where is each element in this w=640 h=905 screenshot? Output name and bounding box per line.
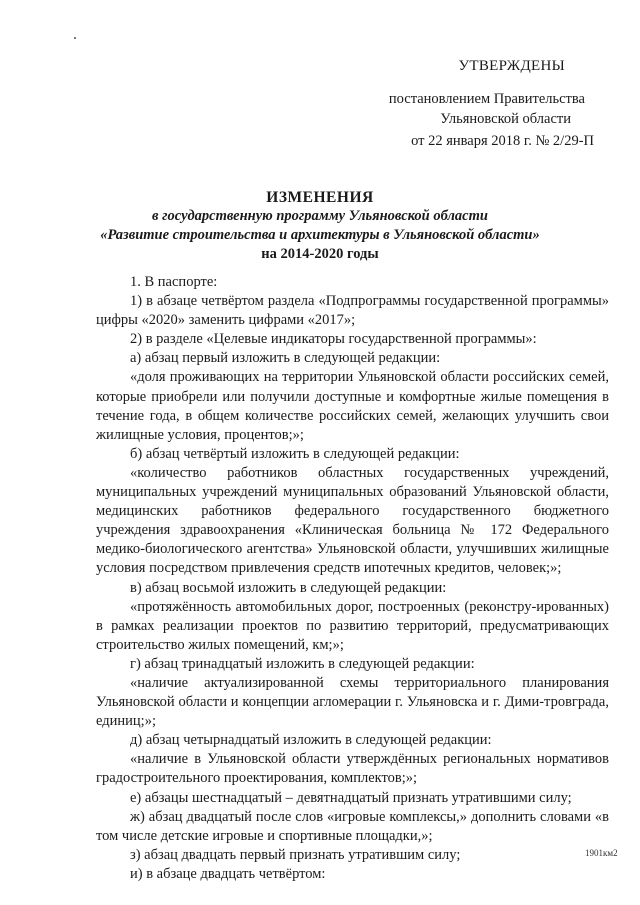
paragraph-9: «протяжённость автомобильных дорог, построенных (реконстру-ированных) в рамках реализации проектов по развитию территорий, предусматривающих строительство жилых помещений, км;»; bbox=[96, 598, 609, 653]
paragraph-3: 2) в разделе «Целевые индикаторы государственной программы»: bbox=[130, 331, 537, 348]
paragraph-12: д) абзац четырнадцатый изложить в следующей редакции: bbox=[130, 732, 492, 749]
title-line-2: в государственную программу Ульяновской области bbox=[152, 208, 488, 224]
paragraph-14: е) абзацы шестнадцатый – девятнадцатый признать утратившими силу; bbox=[130, 789, 572, 806]
title-line-3: «Развитие строительства и архитектуры в Ульяновской области» bbox=[100, 227, 540, 243]
approved-label: УТВЕРЖДЕНЫ bbox=[458, 58, 565, 74]
paragraph-11: «наличие актуализированной схемы территориального планирования Ульяновской области и концепции агломерации г. Ульяновска и г. Дими-тровграда, единиц;»; bbox=[96, 674, 609, 730]
paragraph-5: «доля проживающих на территории Ульяновской области российских семей, которые приобрели или получили доступные и комфортные жилые помещения в течение года, в общем количестве российских семей, желающих улучшить свои жилищные условия, процентов;»; bbox=[96, 369, 609, 443]
paragraph-4: а) абзац первый изложить в следующей редакции: bbox=[130, 350, 441, 367]
decree-line-2: Ульяновской области bbox=[440, 111, 571, 127]
document-code: 1901км2 bbox=[585, 848, 618, 858]
document-body bbox=[96, 273, 609, 884]
document-title bbox=[80, 188, 560, 264]
paragraph-17: и) в абзаце двадцать четвёртом: bbox=[130, 865, 326, 882]
paragraph-16: з) абзац двадцать первый признать утратившим силу; bbox=[130, 846, 461, 863]
decree-line-1: постановлением Правительства bbox=[388, 91, 585, 107]
decree-date: от 22 января 2018 г. № 2/29-П bbox=[411, 133, 594, 149]
decree-block bbox=[0, 89, 585, 129]
title-line-1: ИЗМЕНЕНИЯ bbox=[266, 189, 374, 206]
paragraph-13: «наличие в Ульяновской области утверждённых региональных нормативов градостроительного проектирования, комплектов;»; bbox=[96, 751, 609, 787]
paragraph-2: 1) в абзаце четвёртом раздела «Подпрограммы государственной программы» цифры «2020» заменить цифрами «2017»; bbox=[96, 293, 609, 329]
paragraph-7: «количество работников областных государственных учреждений, муниципальных учреждений муниципальных образований Ульяновской области, медицинских работников федерального государственного бюджетного учреждения здравоохранения «Клиническая больница № 172 Федерального медико-биологического агентства» Ульяновской области, улучшивших жилищные условия посредством привлечения средств ипотечных кредитов, человек;»; bbox=[96, 464, 609, 577]
paragraph-10: г) абзац тринадцатый изложить в следующей редакции: bbox=[130, 655, 475, 672]
paragraph-6: б) абзац четвёртый изложить в следующей редакции: bbox=[130, 445, 460, 462]
paragraph-8: в) абзац восьмой изложить в следующей редакции: bbox=[130, 579, 447, 596]
scan-speck bbox=[74, 37, 76, 39]
paragraph-15: ж) абзац двадцатый после слов «игровые комплексы,» дополнить словами «в том числе детские игровые и спортивные площадки,»; bbox=[96, 808, 609, 844]
title-line-4: на 2014-2020 годы bbox=[261, 246, 379, 262]
paragraph-1: 1. В паспорте: bbox=[130, 274, 218, 290]
